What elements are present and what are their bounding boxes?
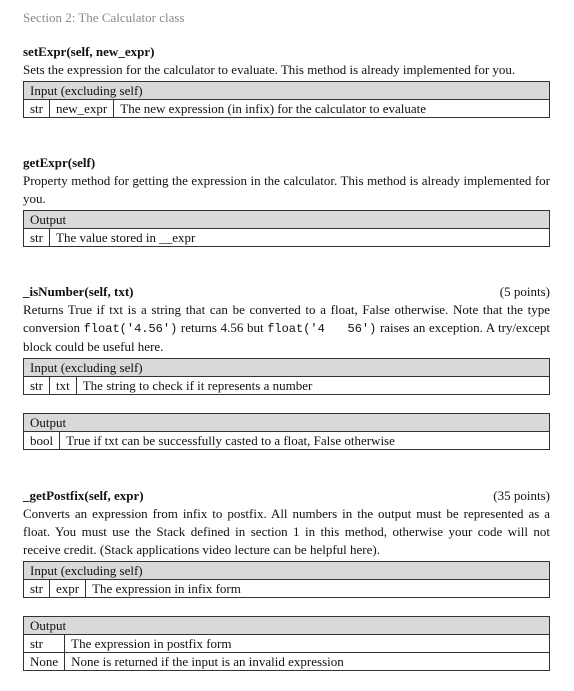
document-page <box>23 10 550 671</box>
method-description <box>23 301 550 356</box>
method-isnumber <box>23 284 550 450</box>
method-description: Property method for getting the expression in the calculator. This method is already implemented for you. <box>23 173 550 206</box>
input-table-header: Input (excluding self) <box>24 562 550 580</box>
table-row <box>24 377 550 395</box>
output-table <box>23 210 550 247</box>
method-signature: setExpr(self, new_expr) <box>23 44 155 59</box>
return-type: str <box>24 635 65 653</box>
param-name: new_expr <box>50 100 114 118</box>
method-signature: _getPostfix(self, expr) <box>23 488 144 503</box>
table-row <box>24 580 550 598</box>
return-desc: None is returned if the input is an invalid expression <box>65 653 550 671</box>
input-table-header: Input (excluding self) <box>24 359 550 377</box>
return-desc: The value stored in __expr <box>50 229 550 247</box>
param-type: str <box>24 100 50 118</box>
desc-text: returns 4.56 but <box>177 320 268 335</box>
param-name: txt <box>50 377 77 395</box>
param-name: expr <box>50 580 86 598</box>
method-getexpr <box>23 155 550 247</box>
input-table <box>23 81 550 118</box>
method-description: Sets the expression for the calculator to evaluate. This method is already implemented for you. <box>23 62 516 77</box>
param-type: str <box>24 377 50 395</box>
output-table <box>23 616 550 671</box>
param-desc: The string to check if it represents a number <box>76 377 549 395</box>
code-snippet: float('4 56') <box>267 322 377 336</box>
output-table-header: Output <box>24 211 550 229</box>
method-signature: getExpr(self) <box>23 155 96 170</box>
input-table-header: Input (excluding self) <box>24 82 550 100</box>
desc-text: Returns True if txt is a string that can be converted to a float, False otherwise. Note that the type conversion <box>23 302 550 335</box>
return-desc: The expression in postfix form <box>65 635 550 653</box>
output-table-header: Output <box>24 617 550 635</box>
table-row <box>24 100 550 118</box>
return-type: str <box>24 229 50 247</box>
points-label: (35 points) <box>493 488 550 503</box>
table-row <box>24 432 550 450</box>
table-row <box>24 653 550 671</box>
code-snippet: float('4.56') <box>83 322 178 336</box>
param-desc: The expression in infix form <box>86 580 550 598</box>
return-type: bool <box>24 432 60 450</box>
section-title: Section 2: The Calculator class <box>23 10 185 25</box>
table-row <box>24 229 550 247</box>
method-signature: _isNumber(self, txt) <box>23 284 134 299</box>
output-table-header: Output <box>24 414 550 432</box>
method-setexpr <box>23 44 550 118</box>
desc-text: raises an exception. A try/except block could be useful here. <box>23 320 550 354</box>
table-row <box>24 635 550 653</box>
return-desc: True if txt can be successfully casted to a float, False otherwise <box>60 432 550 450</box>
input-table <box>23 358 550 395</box>
param-desc: The new expression (in infix) for the calculator to evaluate <box>114 100 550 118</box>
output-table <box>23 413 550 450</box>
param-type: str <box>24 580 50 598</box>
input-table <box>23 561 550 598</box>
return-type: None <box>24 653 65 671</box>
method-getpostfix <box>23 488 550 671</box>
points-label: (5 points) <box>499 284 550 299</box>
method-description: Converts an expression from infix to postfix. All numbers in the output must be represented as a float. You must use the Stack defined in section 1 in this method, otherwise your code will not receive credit. (Stack applications video lecture can be helpful here). <box>23 506 550 557</box>
